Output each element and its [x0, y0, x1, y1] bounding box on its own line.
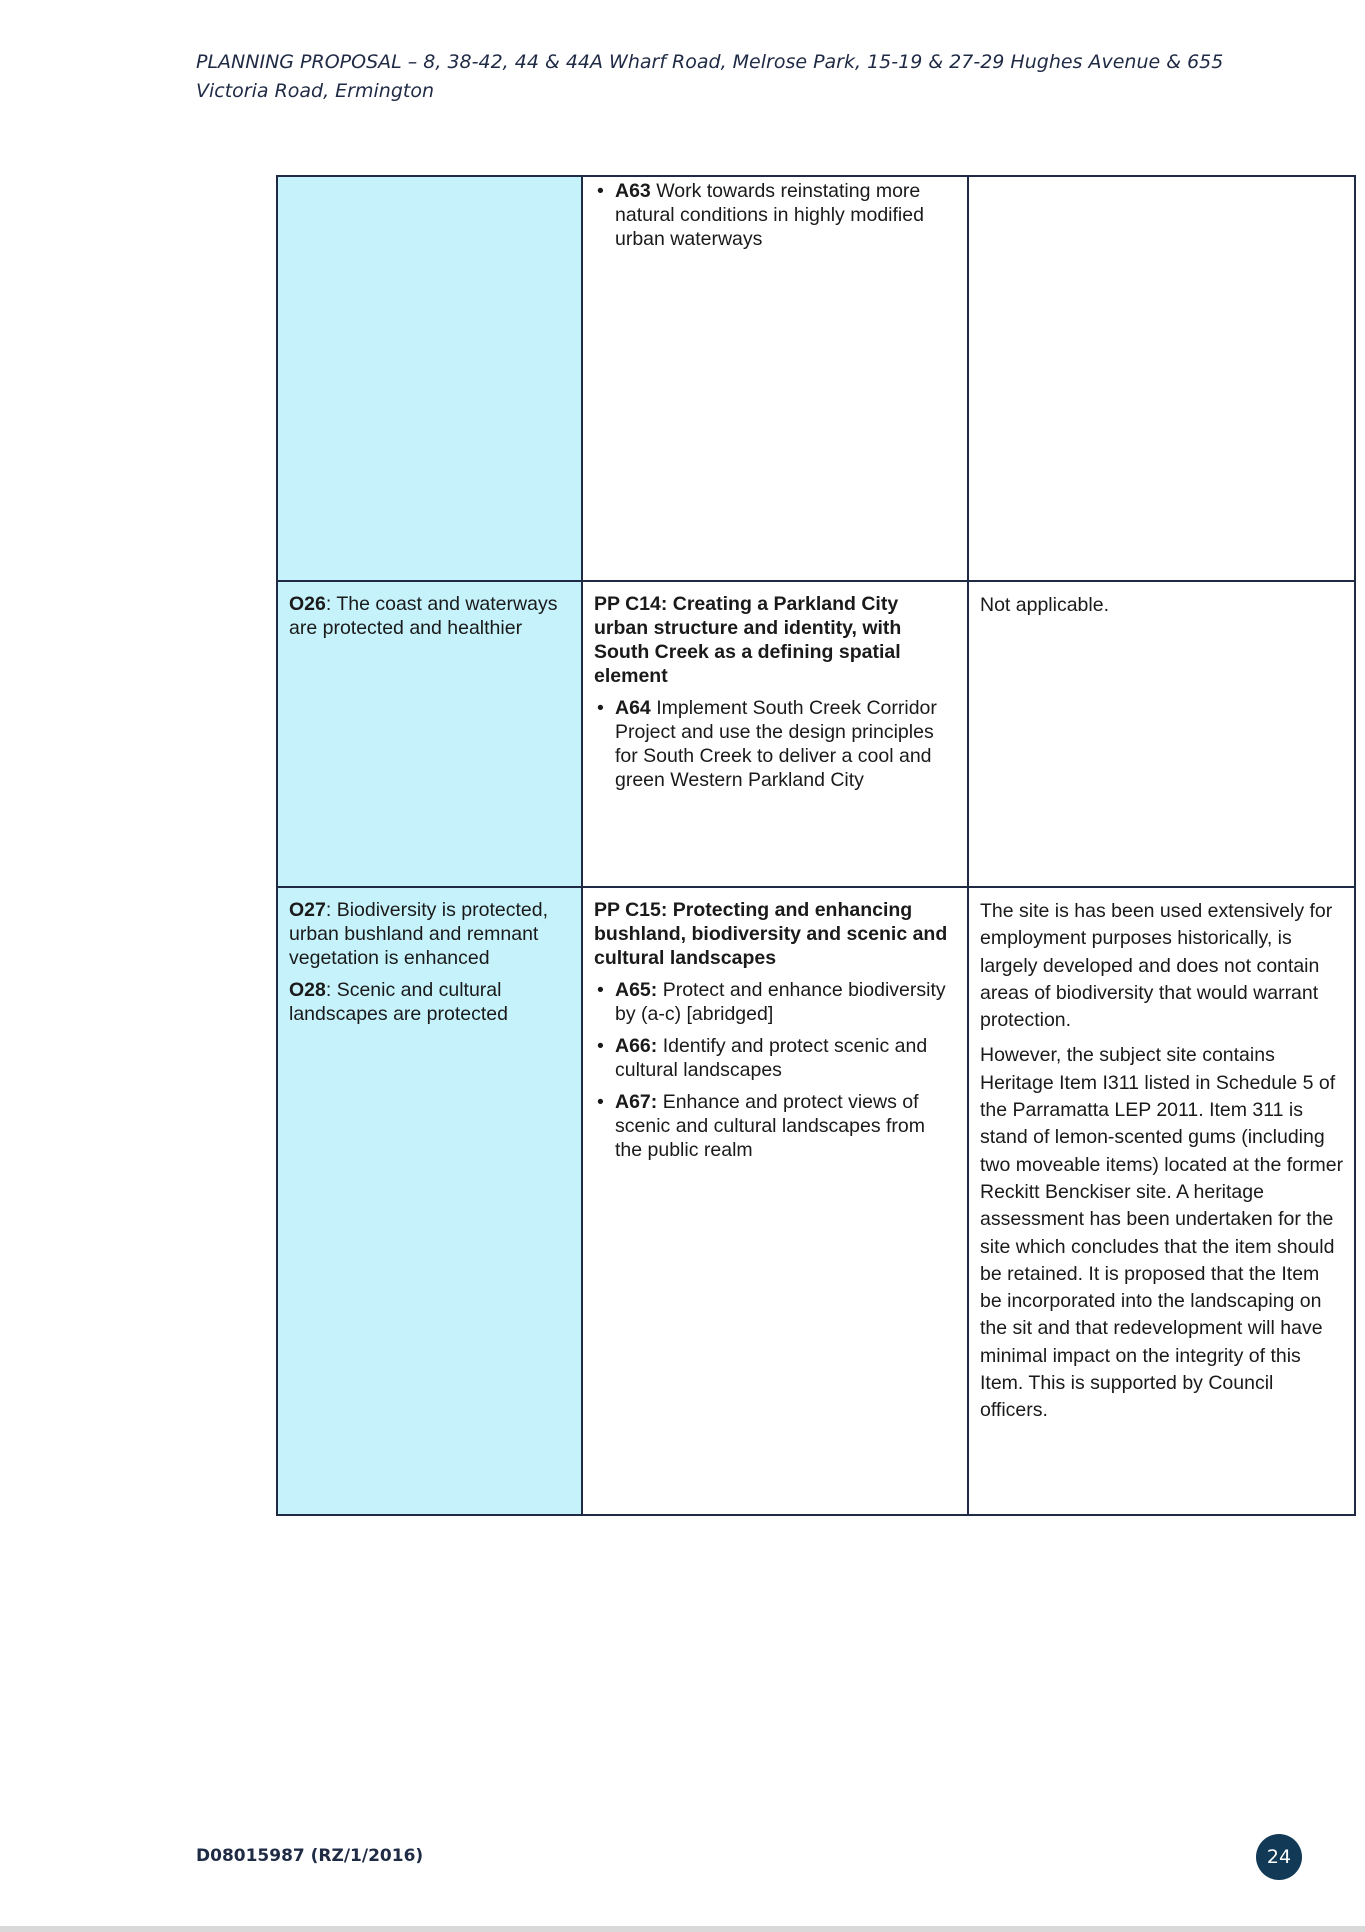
objective-text: : The coast and waterways are protected and healthier — [289, 593, 558, 639]
objective-item — [289, 898, 571, 970]
comment-paragraph: However, the subject site contains Heritage Item I311 listed in Schedule 5 of the Parramatta LEP 2011. Item 311 is stand of lemon-scented gums (including two moveable items) located at the former Reckitt Benckiser site. A heritage assessment has been undertaken for the site which concludes that the item should be retained. It is proposed that the Item be incorporated into the landscaping on the sit and that redevelopment will have minimal impact on the integrity of this Item. This is supported by Council officers. — [980, 1044, 1344, 1422]
action-text: Identify and protect scenic and cultural landscapes — [615, 1035, 928, 1081]
objective-code: O27 — [289, 899, 326, 921]
action-item — [594, 696, 957, 792]
action-code: A67: — [615, 1091, 658, 1113]
priority-cell — [582, 887, 968, 1515]
action-code: A63 — [615, 180, 651, 202]
priority-cell — [582, 176, 968, 581]
objective-item — [289, 592, 571, 640]
action-item — [594, 1090, 957, 1162]
objective-cell — [277, 176, 582, 581]
action-code: A65: — [615, 979, 658, 1001]
action-text: Enhance and protect views of scenic and cultural landscapes from the public realm — [615, 1091, 925, 1161]
page-bottom-edge — [0, 1926, 1365, 1932]
action-code: A64 — [615, 697, 651, 719]
action-item — [594, 1034, 957, 1082]
action-code: A66: — [615, 1035, 658, 1057]
planning-priority-heading: PP C14: Creating a Parkland City urban structure and identity, with South Creek as a defining spatial element — [594, 593, 902, 687]
action-text: Work towards reinstating more natural conditions in highly modified urban waterways — [615, 180, 924, 250]
objective-text: : Biodiversity is protected, urban bushland and remnant vegetation is enhanced — [289, 899, 549, 969]
page-header-title: PLANNING PROPOSAL – 8, 38-42, 44 & 44A Wharf Road, Melrose Park, 15-19 & 27-29 Hughes Avenue & 655 Victoria Road, Ermington — [196, 51, 1224, 102]
objective-cell — [277, 581, 582, 887]
action-list — [594, 978, 957, 1162]
page-number-badge: 24 — [1256, 1834, 1302, 1880]
comment-cell — [968, 887, 1355, 1515]
table-row — [277, 176, 1355, 581]
table-row — [277, 581, 1355, 887]
comment-paragraph: Not applicable. — [980, 594, 1109, 616]
planning-table — [276, 175, 1356, 1516]
action-list — [594, 179, 957, 251]
objective-text: : Scenic and cultural landscapes are protected — [289, 979, 508, 1025]
action-item — [594, 978, 957, 1026]
planning-priority-heading: PP C15: Protecting and enhancing bushland, biodiversity and scenic and cultural landscapes — [594, 899, 948, 969]
comment-paragraph: The site is has been used extensively for employment purposes historically, is largely developed and does not contain areas of biodiversity that would warrant protection. — [980, 900, 1333, 1032]
action-text: Protect and enhance biodiversity by (a-c) [abridged] — [615, 979, 946, 1025]
action-item — [594, 179, 957, 251]
objective-item — [289, 978, 571, 1026]
comment-cell — [968, 581, 1355, 887]
objective-cell — [277, 887, 582, 1515]
table-row — [277, 887, 1355, 1515]
action-list — [594, 696, 957, 792]
action-text: Implement South Creek Corridor Project and use the design principles for South Creek to deliver a cool and green Western Parkland City — [615, 697, 937, 791]
priority-cell — [582, 581, 968, 887]
objective-code: O26 — [289, 593, 326, 615]
comment-cell — [968, 176, 1355, 581]
document-reference: D08015987 (RZ/1/2016) — [196, 1846, 424, 1866]
objective-code: O28 — [289, 979, 326, 1001]
